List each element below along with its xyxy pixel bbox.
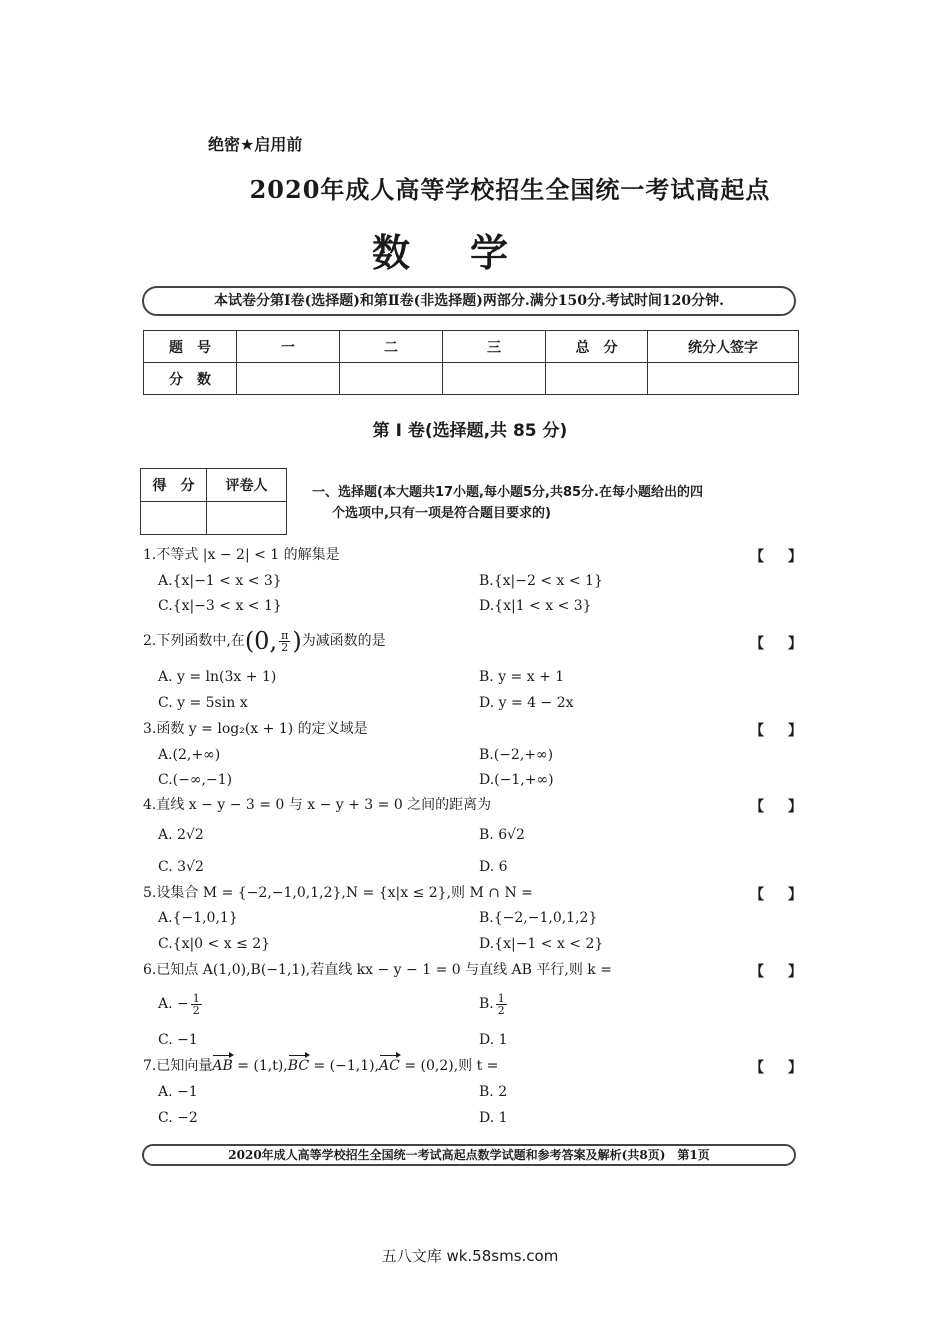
option-d: D.{x|1 < x < 3} bbox=[479, 598, 592, 614]
option-c: C. −2 bbox=[158, 1110, 198, 1126]
question-stem-text: = (0,2),则 t = bbox=[404, 1058, 499, 1074]
grader-table-blank-cell bbox=[207, 502, 287, 535]
subject-title: 数学 bbox=[371, 231, 568, 275]
score-table-cell: 一 bbox=[237, 331, 340, 363]
score-table-blank-cell bbox=[648, 363, 799, 395]
score-table-cell: 二 bbox=[340, 331, 443, 363]
option-b: B.{x|−2 < x < 1} bbox=[479, 573, 603, 589]
option-b: B. 2 bbox=[479, 1084, 508, 1100]
option-b: B.{−2,−1,0,1,2} bbox=[479, 910, 598, 926]
option-c: C.{x|0 < x ≤ 2} bbox=[158, 936, 271, 952]
fraction-denominator: 2 bbox=[497, 1003, 505, 1017]
fraction-denominator: 2 bbox=[192, 1003, 200, 1017]
score-table-header-row bbox=[144, 331, 799, 363]
page-footer: 2020年成人高等学校招生全国统一考试高起点数学试题和参考答案及解析(共8页) 第1页 bbox=[142, 1144, 796, 1166]
section-description-line: 个选项中,只有一项是符合题目要求的) bbox=[332, 506, 551, 521]
option-a-label: A. − bbox=[158, 996, 189, 1012]
question-stem-text: 为减函数的是 bbox=[301, 633, 386, 649]
question-stem-text: 7.已知向量 bbox=[143, 1058, 213, 1074]
option-b: B. 6√2 bbox=[479, 827, 525, 843]
option-d: D. 1 bbox=[479, 1032, 508, 1048]
option-c: C.(−∞,−1) bbox=[158, 772, 233, 788]
score-table-score-row bbox=[144, 363, 799, 395]
question-stem-text: = (1,t), bbox=[237, 1058, 288, 1074]
option-b-label: B. bbox=[479, 996, 494, 1012]
option-b: B. y = x + 1 bbox=[479, 669, 565, 685]
confidential-label: 绝密★启用前 bbox=[208, 135, 303, 154]
fraction-numerator: 1 bbox=[497, 991, 505, 1005]
option-a: A.(2,+∞) bbox=[158, 747, 221, 763]
question-stem: 1.不等式 |x − 2| < 1 的解集是 bbox=[143, 547, 340, 563]
exam-title: 2020年成人高等学校招生全国统一考试高起点 bbox=[249, 175, 771, 204]
question-stem-text: = (−1,1), bbox=[313, 1058, 380, 1074]
fraction-numerator: 1 bbox=[192, 991, 200, 1005]
answer-bracket: 【】 bbox=[750, 799, 826, 815]
fraction bbox=[496, 993, 507, 1016]
score-table-cell: 三 bbox=[443, 331, 546, 363]
answer-bracket: 【】 bbox=[750, 887, 826, 903]
score-table-blank-cell bbox=[340, 363, 443, 395]
option-a: A. y = ln(3x + 1) bbox=[158, 669, 277, 685]
score-table-cell: 题 号 bbox=[144, 331, 237, 363]
vector-ac: AC bbox=[379, 1058, 400, 1074]
option-a: A.{x|−1 < x < 3} bbox=[158, 573, 282, 589]
question-stem: 6.已知点 A(1,0),B(−1,1),若直线 kx − y − 1 = 0 与直线 AB 平行,则 k = bbox=[143, 962, 612, 978]
section-title: 第 Ⅰ 卷(选择题,共 85 分) bbox=[372, 421, 568, 441]
option-c: C. 3√2 bbox=[158, 859, 204, 875]
section-description-line: 一、选择题(本大题共17小题,每小题5分,共85分.在每小题给出的四 bbox=[312, 485, 703, 500]
grader-table-blank-cell bbox=[141, 502, 207, 535]
question-stem-text: 2.下列函数中,在 bbox=[143, 633, 245, 649]
answer-bracket: 【】 bbox=[750, 1060, 826, 1076]
option-d: D. 6 bbox=[479, 859, 508, 875]
fraction bbox=[279, 630, 290, 653]
interval-close: ) bbox=[292, 627, 302, 655]
option-d: D. 1 bbox=[479, 1110, 508, 1126]
score-table-blank-cell bbox=[443, 363, 546, 395]
score-table-blank-cell bbox=[546, 363, 648, 395]
answer-bracket: 【】 bbox=[750, 549, 826, 565]
answer-bracket: 【】 bbox=[750, 723, 826, 739]
option-a: A.{−1,0,1} bbox=[158, 910, 238, 926]
option-a: A. −1 bbox=[158, 1084, 198, 1100]
vector-ab: AB bbox=[212, 1058, 233, 1074]
score-table-cell: 分 数 bbox=[144, 363, 237, 395]
site-watermark: 五八文库 wk.58sms.com bbox=[381, 1247, 559, 1265]
option-a: A. 2√2 bbox=[158, 827, 204, 843]
option-b bbox=[479, 990, 509, 1018]
question-stem bbox=[143, 626, 386, 656]
answer-bracket: 【】 bbox=[750, 964, 826, 980]
option-d: D.{x|−1 < x < 2} bbox=[479, 936, 604, 952]
grader-table-cell: 得 分 bbox=[141, 469, 207, 502]
option-c: C. −1 bbox=[158, 1032, 198, 1048]
question-stem: 5.设集合 M = {−2,−1,0,1,2},N = {x|x ≤ 2},则 M ∩ N = bbox=[143, 885, 533, 901]
vector-bc: BC bbox=[287, 1058, 310, 1074]
instructions-banner: 本试卷分第Ⅰ卷(选择题)和第Ⅱ卷(非选择题)两部分.满分150分.考试时间120分钟. bbox=[142, 286, 796, 316]
grader-table-cell: 评卷人 bbox=[207, 469, 287, 502]
question-stem: 4.直线 x − y − 3 = 0 与 x − y + 3 = 0 之间的距离为 bbox=[143, 797, 492, 813]
question-stem bbox=[143, 1057, 498, 1075]
answer-bracket: 【】 bbox=[750, 636, 826, 652]
option-d: D.(−1,+∞) bbox=[479, 772, 554, 788]
score-table-cell: 统分人签字 bbox=[648, 331, 799, 363]
score-table-cell: 总 分 bbox=[546, 331, 648, 363]
fraction bbox=[191, 993, 202, 1016]
score-table-blank-cell bbox=[237, 363, 340, 395]
interval-open: (0, bbox=[244, 627, 278, 655]
question-stem: 3.函数 y = log₂(x + 1) 的定义域是 bbox=[143, 721, 368, 737]
option-c: C.{x|−3 < x < 1} bbox=[158, 598, 282, 614]
option-d: D. y = 4 − 2x bbox=[479, 695, 574, 711]
score-table bbox=[143, 330, 799, 395]
grader-table bbox=[140, 468, 287, 535]
fraction-numerator: π bbox=[281, 628, 289, 642]
option-c: C. y = 5sin x bbox=[158, 695, 248, 711]
option-a bbox=[158, 990, 204, 1018]
fraction-denominator: 2 bbox=[281, 640, 289, 654]
option-b: B.(−2,+∞) bbox=[479, 747, 554, 763]
section-description bbox=[312, 482, 802, 524]
